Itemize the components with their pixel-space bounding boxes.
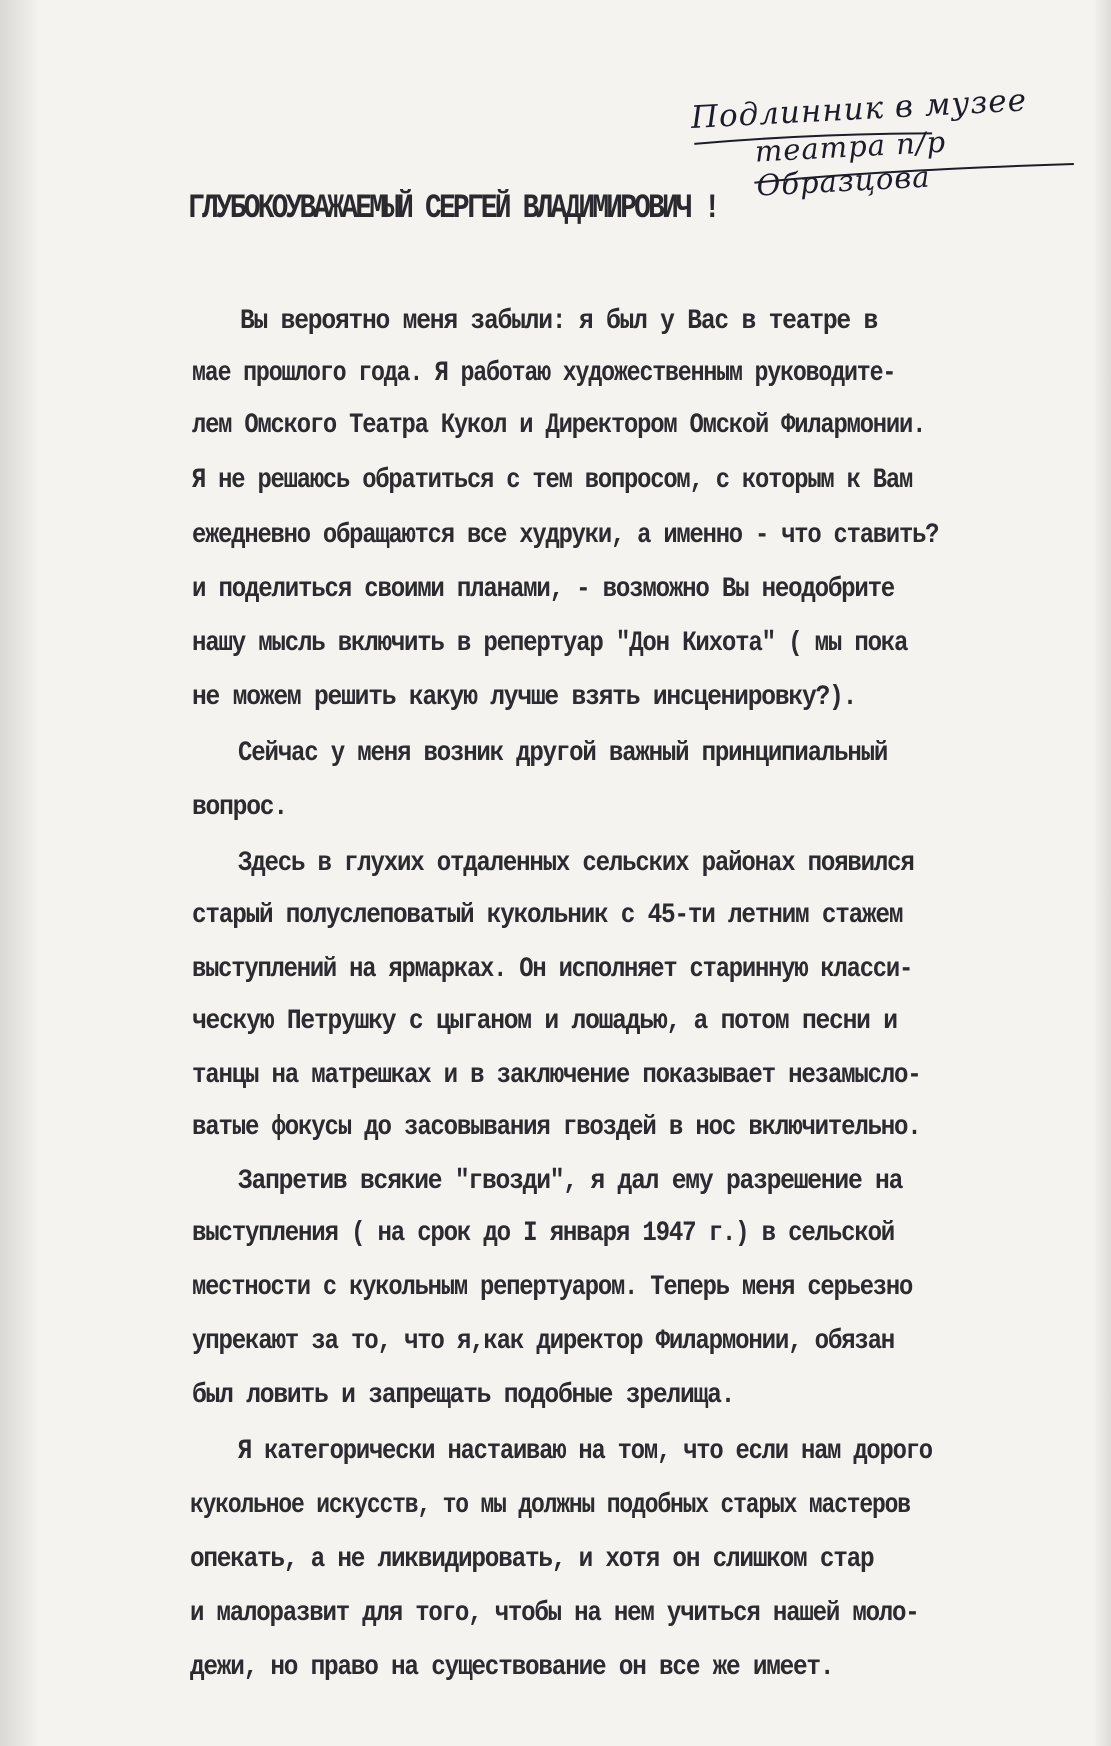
body-line-19: местности с кукольным репертуаром. Теперь меня серьезно <box>192 1272 913 1303</box>
body-line-24: опекать, а не ликвидировать, и хотя он слишком стар <box>190 1544 874 1575</box>
body-line-17: Запретив всякие "гвозди", я дал ему разрешение на <box>238 1166 903 1197</box>
body-line-4: Я не решаюсь обратиться с тем вопросом, с которым к Вам <box>192 465 913 496</box>
body-line-2: мае прошлого года. Я работаю художественным руководите- <box>192 358 896 389</box>
body-line-12: старый полуслеповатый кукольник с 45-ти летним стажем <box>192 900 903 931</box>
salutation: ГЛУБОКОУВАЖАЕМЫЙ СЕРГЕЙ ВЛАДИМИРОВИЧ ! <box>188 190 718 228</box>
body-line-26: дежи, но право на существование он все же имеет. <box>190 1652 834 1683</box>
body-line-22: Я категорически настаиваю на том, что если нам дорого <box>238 1436 932 1467</box>
handwritten-annotation <box>690 79 1094 203</box>
body-line-20: упрекают за то, что я,как директор Филармонии, обязан <box>192 1326 895 1357</box>
annotation-line-1: Подлинник в музее <box>690 82 1028 136</box>
body-line-3: лем Омского Театра Кукол и Директором Омской Филармонии. <box>192 410 926 441</box>
body-line-21: был ловить и запрещать подобные зрелища. <box>192 1380 735 1411</box>
body-line-11: Здесь в глухих отдаленных сельских районах появился <box>238 848 914 879</box>
annotation-line-2: театра п/р Образцова <box>753 124 947 203</box>
body-line-8: не можем решить какую лучше взять инсценировку?). <box>192 682 857 713</box>
body-line-13: выступлений на ярмарках. Он исполняет старинную класси- <box>192 954 913 985</box>
body-line-14: ческую Петрушку с цыганом и лошадью, а потом песни и <box>192 1006 897 1037</box>
body-line-16: ватые фокусы до засовывания гвоздей в нос включительно. <box>192 1112 921 1143</box>
body-line-25: и малоразвит для того, чтобы на нем учиться нашей моло- <box>190 1598 919 1629</box>
body-line-15: танцы на матрешках и в заключение показывает незамысло- <box>192 1060 921 1091</box>
body-line-10: вопрос. <box>192 792 287 823</box>
body-line-7: нашу мысль включить в репертуар "Дон Кихота" ( мы пока <box>192 628 908 659</box>
body-line-18: выступления ( на срок до I января 1947 г.) в сельской <box>192 1218 895 1249</box>
body-line-1: Вы вероятно меня забыли: я был у Вас в театре в <box>240 306 878 337</box>
body-line-9: Сейчас у меня возник другой важный принципиальный <box>238 738 888 769</box>
body-line-5: ежедневно обращаются все худруки, а именно - что ставить? <box>192 520 939 551</box>
body-line-6: и поделиться своими планами, - возможно Вы неодобрите <box>192 574 895 605</box>
body-line-23: кукольное искусств, то мы должны подобных старых мастеров <box>190 1490 910 1521</box>
